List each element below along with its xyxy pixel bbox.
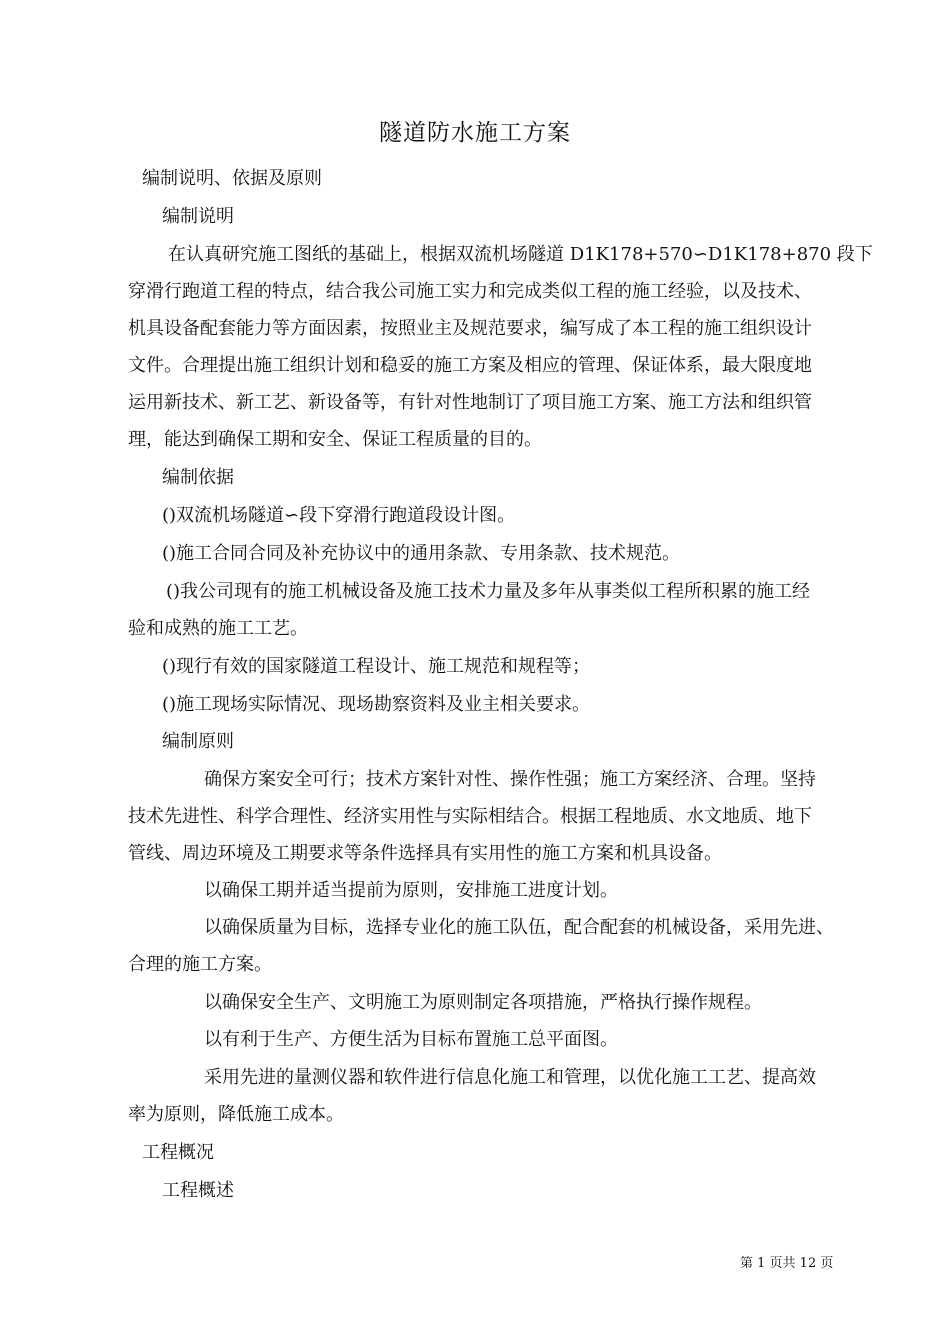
section-heading-1: 编制说明、依据及原则 [142, 168, 322, 189]
section-heading-2: 工程概况 [142, 1142, 214, 1163]
paragraph-line: 文件。合理提出施工组织计划和稳妥的施工方案及相应的管理、保证体系，最大限度地 [128, 355, 812, 376]
paragraph-line: 合理的施工方案。 [128, 954, 272, 975]
paragraph-line: 率为原则，降低施工成本。 [128, 1104, 344, 1125]
paragraph-line: 管线、周边环境及工期要求等条件选择具有实用性的施工方案和机具设备。 [128, 843, 722, 864]
paragraph-line: 以确保工期并适当提前为原则，安排施工进度计划。 [204, 880, 618, 901]
paragraph-line: 理，能达到确保工期和安全、保证工程质量的目的。 [128, 429, 542, 450]
paragraph-line: 运用新技术、新工艺、新设备等，有针对性地制订了项目施工方案、施工方法和组织管 [128, 392, 812, 413]
subsection-heading-principles: 编制原则 [162, 731, 234, 752]
paragraph-line: 在认真研究施工图纸的基础上，根据双流机场隧道 D1K178+570∽D1K178+870 段下 [168, 244, 873, 265]
paragraph-line: 穿滑行跑道工程的特点，结合我公司施工实力和完成类似工程的施工经验，以及技术、 [128, 281, 812, 302]
paragraph-line: 采用先进的量测仪器和软件进行信息化施工和管理，以优化施工工艺、提高效 [204, 1067, 816, 1088]
list-item: ()施工现场实际情况、现场勘察资料及业主相关要求。 [162, 694, 591, 715]
paragraph-line: 机具设备配套能力等方面因素，按照业主及规范要求，编写成了本工程的施工组织设计 [128, 318, 812, 339]
list-item: ()我公司现有的施工机械设备及施工技术力量及多年从事类似工程所积累的施工经 [166, 581, 811, 602]
paragraph-line: 以确保质量为目标，选择专业化的施工队伍，配合配套的机械设备，采用先进、 [204, 917, 834, 938]
list-item-continuation: 验和成熟的施工工艺。 [128, 618, 308, 639]
page-footer: 第 1 页共 12 页 [740, 1256, 834, 1271]
list-item: ()现行有效的国家隧道工程设计、施工规范和规程等； [162, 656, 591, 677]
list-item: ()双流机场隧道∽段下穿滑行跑道段设计图。 [162, 505, 516, 526]
subsection-heading-overview: 工程概述 [162, 1180, 234, 1201]
subsection-heading-basis: 编制依据 [162, 467, 234, 488]
paragraph-line: 以有利于生产、方便生活为目标布置施工总平面图。 [204, 1029, 618, 1050]
paragraph-line: 以确保安全生产、文明施工为原则制定各项措施，严格执行操作规程。 [204, 992, 762, 1013]
list-item: ()施工合同合同及补充协议中的通用条款、专用条款、技术规范。 [162, 543, 681, 564]
document-title: 隧道防水施工方案 [379, 120, 571, 146]
paragraph-line: 确保方案安全可行；技术方案针对性、操作性强；施工方案经济、合理。坚持 [204, 769, 816, 790]
subsection-heading-explanation: 编制说明 [162, 206, 234, 227]
paragraph-line: 技术先进性、科学合理性、经济实用性与实际相结合。根据工程地质、水文地质、地下 [128, 806, 812, 827]
